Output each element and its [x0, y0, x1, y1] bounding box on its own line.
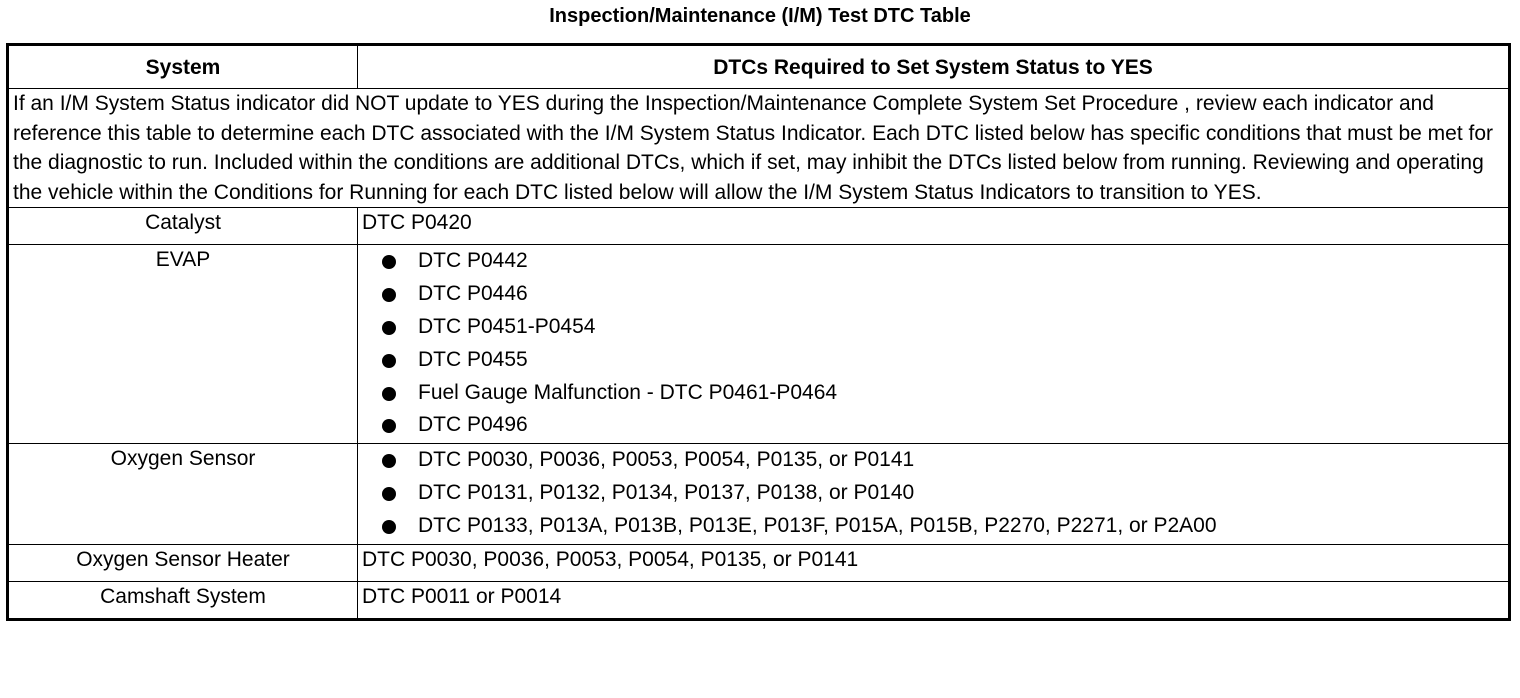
list-item: [382, 444, 1504, 477]
dtc-cell: DTC P0420: [358, 208, 1510, 245]
table-row: [8, 245, 1510, 444]
intro-row: [8, 89, 1510, 208]
list-item: [382, 377, 1504, 410]
dtc-table: [6, 43, 1511, 621]
dtc-cell: [358, 245, 1510, 444]
list-item-text: DTC P0455: [418, 347, 528, 371]
list-item-text: DTC P0442: [418, 249, 528, 273]
list-item: [382, 510, 1504, 543]
list-item: [382, 477, 1504, 510]
column-header-dtcs: DTCs Required to Set System Status to YES: [358, 45, 1510, 89]
system-cell: Camshaft System: [8, 582, 358, 620]
dtc-cell: [358, 444, 1510, 545]
system-cell: Catalyst: [8, 208, 358, 245]
bullet-icon: [382, 419, 396, 433]
dtc-list: [362, 444, 1504, 542]
list-item: [382, 278, 1504, 311]
list-item: [382, 245, 1504, 278]
list-item: [382, 311, 1504, 344]
bullet-icon: [382, 288, 396, 302]
table-row: [8, 208, 1510, 245]
bullet-icon: [382, 520, 396, 534]
system-cell: Oxygen Sensor: [8, 444, 358, 545]
bullet-icon: [382, 387, 396, 401]
dtc-cell: DTC P0011 or P0014: [358, 582, 1510, 620]
column-header-system: System: [8, 45, 358, 89]
table-title: Inspection/Maintenance (I/M) Test DTC Table: [549, 5, 971, 27]
list-item: [382, 344, 1504, 377]
header-row: [8, 45, 1510, 89]
table-row: [8, 582, 1510, 620]
dtc-list: [362, 245, 1504, 442]
bullet-icon: [382, 321, 396, 335]
list-item-text: DTC P0451-P0454: [418, 314, 596, 338]
bullet-icon: [382, 255, 396, 269]
list-item-text: DTC P0496: [418, 413, 528, 437]
bullet-icon: [382, 354, 396, 368]
bullet-icon: [382, 487, 396, 501]
table-row: [8, 545, 1510, 582]
list-item: [382, 409, 1504, 442]
system-cell: EVAP: [8, 245, 358, 444]
bullet-icon: [382, 454, 396, 468]
list-item-text: DTC P0030, P0036, P0053, P0054, P0135, or P0141: [418, 448, 915, 472]
list-item-text: DTC P0446: [418, 282, 528, 306]
intro-text: If an I/M System Status indicator did NOT update to YES during the Inspection/Maintenance Complete System Set Procedure , review each indicator and reference this table to determine each DTC associated with the I/M System Status Indicator. Each DTC listed below has specific conditions that must be met for the diagnostic to run. Included within the conditions are additional DTCs, which if set, may inhibit the DTCs listed below from running. Reviewing and operating the vehicle within the Conditions for Running for each DTC listed below will allow the I/M System Status Indicators to transition to YES.: [8, 89, 1510, 208]
list-item-text: DTC P0131, P0132, P0134, P0137, P0138, or P0140: [418, 481, 915, 505]
list-item-text: Fuel Gauge Malfunction - DTC P0461-P0464: [418, 380, 838, 404]
table-row: [8, 444, 1510, 545]
system-cell: Oxygen Sensor Heater: [8, 545, 358, 582]
dtc-cell: DTC P0030, P0036, P0053, P0054, P0135, or P0141: [358, 545, 1510, 582]
list-item-text: DTC P0133, P013A, P013B, P013E, P013F, P015A, P015B, P2270, P2271, or P2A00: [418, 513, 1217, 537]
